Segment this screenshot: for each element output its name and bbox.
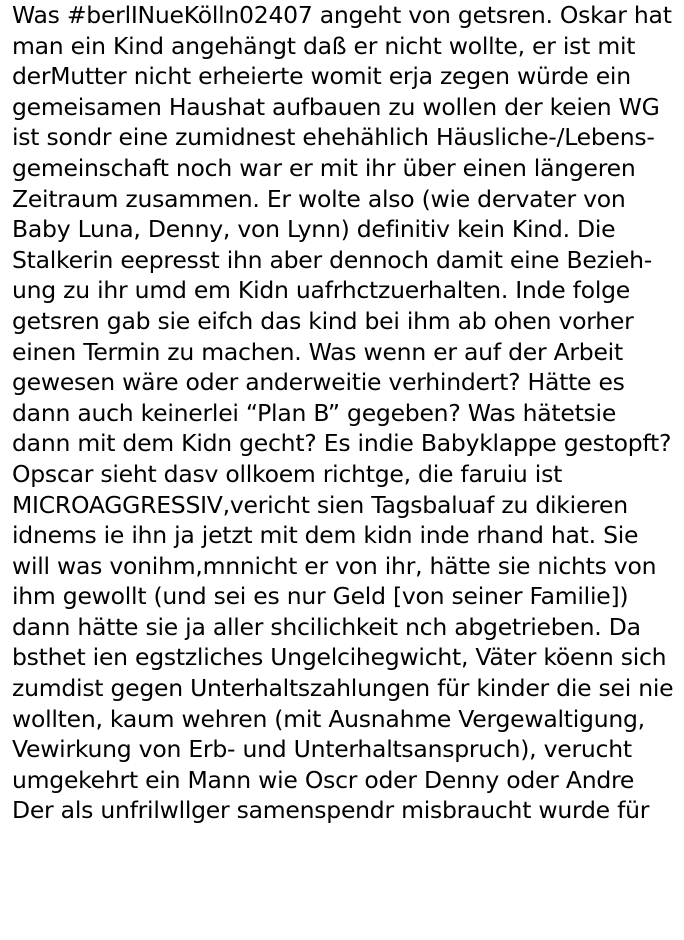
text-line: einen Termin zu machen. Was wenn er auf der Arbeit xyxy=(12,337,623,366)
text-line: idnems ie ihn ja jetzt mit dem kidn inde rhand hat. Sie xyxy=(12,521,639,550)
text-line: man ein Kind angehängt daß er nicht wollte, er ist mit xyxy=(12,31,636,60)
text-line: Baby Luna, Denny, von Lynn) definitiv kein Kind. Die xyxy=(12,215,616,244)
text-line: MICROAGGRESSIV,vericht sien Tagsbaluaf zu dikieren xyxy=(12,490,628,519)
text-line: Vewirkung von Erb- und Unterhaltsanspruch), verucht xyxy=(12,735,632,764)
text-line: dann auch keinerlei “Plan B” gegeben? Was hätetsie xyxy=(12,398,617,427)
text-line: Stalkerin eepresst ihn aber dennoch damit eine Bezieh- xyxy=(12,245,652,274)
text-line: gemeisamen Haushat aufbauen zu wollen der keien WG xyxy=(12,92,660,121)
text-line: ist sondr eine zumidnest ehehählich Häusliche-/Lebens- xyxy=(12,123,655,152)
text-line: Opscar sieht dasv ollkoem richtge, die faruiu ist xyxy=(12,459,563,488)
text-line: ihm gewollt (und sei es nur Geld [von seiner Familie]) xyxy=(12,582,629,611)
text-line: wollten, kaum wehren (mit Ausnahme Vergewaltigung, xyxy=(12,704,645,733)
text-line: dann mit dem Kidn gecht? Es indie Babyklappe gestopft? xyxy=(12,429,672,458)
text-line: will was vonihm,mnnicht er von ihr, hätte sie nichts von xyxy=(12,551,657,580)
text-line: gewesen wäre oder anderweitie verhindert? Hätte es xyxy=(12,368,625,397)
text-line: Was #berlINueKölln02407 angeht von getsren. Oskar hat xyxy=(12,1,672,29)
body-text xyxy=(12,0,680,826)
text-line: derMutter nicht erheierte womit erja zegen würde ein xyxy=(12,62,631,91)
text-line: gemeinschaft noch war er mit ihr über einen längeren xyxy=(12,153,636,182)
text-line: dann hätte sie ja aller shcilichkeit nch abgetrieben. Da xyxy=(12,612,641,641)
text-line: bsthet ien egstzliches Ungelcihegwicht, Väter köenn sich xyxy=(12,643,667,672)
text-line: zumdist gegen Unterhaltszahlungen für kinder die sei nie xyxy=(12,674,674,703)
text-line: umgekehrt ein Mann wie Oscr oder Denny oder Andre xyxy=(12,765,635,794)
text-line: getsren gab sie eifch das kind bei ihm ab ohen vorher xyxy=(12,306,634,335)
text-line: Der als unfrilwllger samenspendr misbraucht wurde für xyxy=(12,796,650,825)
text-line: Zeitraum zusammen. Er wolte also (wie dervater von xyxy=(12,184,626,213)
text-line: ung zu ihr umd em Kidn uafrhctzuerhalten. Inde folge xyxy=(12,276,630,305)
